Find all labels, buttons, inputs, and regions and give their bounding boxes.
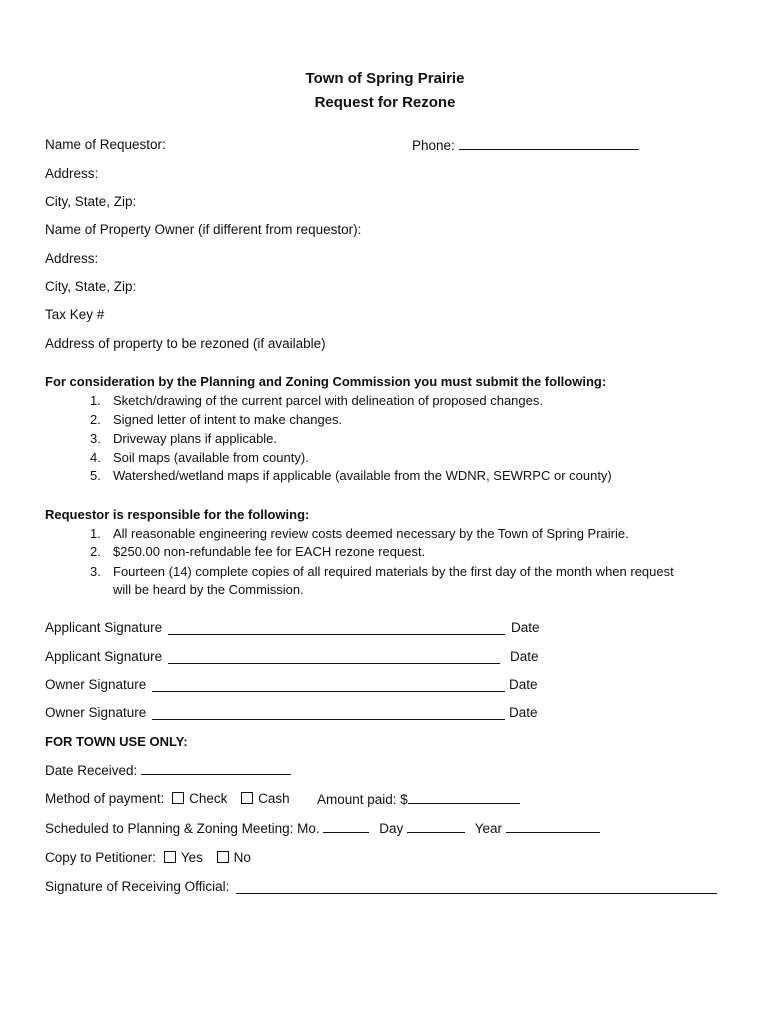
applicant-signature-line-1[interactable] xyxy=(168,634,505,635)
applicant-date-label-2: Date xyxy=(510,649,539,664)
requestor-city-state-zip-label: City, State, Zip: xyxy=(45,194,137,209)
amount-paid-label: Amount paid: $ xyxy=(317,792,408,807)
requestor-address-label: Address: xyxy=(45,166,99,181)
list-item: 1. All reasonable engineering review costs deemed necessary by the Town of Spring Prairie. xyxy=(90,526,629,541)
check-label: Check xyxy=(189,791,228,806)
form-subtitle: Request for Rezone xyxy=(314,94,456,111)
phone-field xyxy=(412,137,639,153)
meeting-month-line[interactable] xyxy=(323,820,369,833)
phone-input-line[interactable] xyxy=(459,137,639,150)
applicant-signature-line-2[interactable] xyxy=(168,663,500,664)
owner-signature-label-2: Owner Signature xyxy=(45,705,147,720)
date-received-field xyxy=(45,762,291,778)
requestor-name-label: Name of Requestor: xyxy=(45,137,166,152)
meeting-month-label: Scheduled to Planning & Zoning Meeting: Mo. xyxy=(45,821,320,836)
signature-official-label: Signature of Receiving Official: xyxy=(45,879,230,894)
date-received-label: Date Received: xyxy=(45,763,138,778)
meeting-year-line[interactable] xyxy=(506,820,600,833)
owner-city-state-zip-label: City, State, Zip: xyxy=(45,279,137,294)
list-item: 3. Fourteen (14) complete copies of all required materials by the first day of the month when request xyxy=(90,564,674,579)
signature-official-line[interactable] xyxy=(236,893,717,894)
meeting-day-label: Day xyxy=(379,821,404,836)
meeting-day-line[interactable] xyxy=(407,820,465,833)
submit-heading: For consideration by the Planning and Zoning Commission you must submit the following: xyxy=(45,374,607,389)
cash-checkbox[interactable] xyxy=(241,792,253,804)
list-item: 3. Driveway plans if applicable. xyxy=(90,431,278,446)
owner-date-label-2: Date xyxy=(509,705,538,720)
list-item: 2. Signed letter of intent to make changes. xyxy=(90,412,343,427)
owner-date-label-1: Date xyxy=(509,677,538,692)
list-item: 5. Watershed/wetland maps if applicable (available from the WDNR, SEWRPC or county) xyxy=(90,468,612,483)
owner-signature-line-2[interactable] xyxy=(152,719,505,720)
list-item: 2. $250.00 non-refundable fee for EACH rezone request. xyxy=(90,544,426,559)
no-label: No xyxy=(233,850,251,865)
copy-to-petitioner-label: Copy to Petitioner: xyxy=(45,850,157,865)
list-item-continuation: will be heard by the Commission. xyxy=(113,582,304,597)
property-address-label: Address of property to be rezoned (if available) xyxy=(45,336,326,351)
list-item: 1. Sketch/drawing of the current parcel with delineation of proposed changes. xyxy=(90,393,543,408)
amount-paid-field xyxy=(317,791,520,807)
yes-checkbox[interactable] xyxy=(164,851,176,863)
amount-paid-line[interactable] xyxy=(408,791,520,804)
no-checkbox[interactable] xyxy=(217,851,229,863)
payment-method-label: Method of payment: xyxy=(45,791,165,806)
yes-label: Yes xyxy=(180,850,203,865)
date-received-line[interactable] xyxy=(141,762,291,775)
owner-signature-line-1[interactable] xyxy=(152,691,505,692)
applicant-date-label-1: Date xyxy=(511,620,540,635)
payment-method-row xyxy=(45,791,290,806)
responsible-heading: Requestor is responsible for the following: xyxy=(45,507,310,522)
meeting-schedule-row xyxy=(45,820,600,836)
applicant-signature-label-2: Applicant Signature xyxy=(45,649,163,664)
town-use-heading: FOR TOWN USE ONLY: xyxy=(45,734,188,749)
list-item: 4. Soil maps (available from county). xyxy=(90,450,309,465)
check-checkbox[interactable] xyxy=(172,792,184,804)
form-title: Town of Spring Prairie xyxy=(305,70,465,87)
phone-label: Phone: xyxy=(412,138,455,153)
owner-signature-label-1: Owner Signature xyxy=(45,677,147,692)
cash-label: Cash xyxy=(258,791,290,806)
meeting-year-label: Year xyxy=(474,821,503,836)
owner-name-label: Name of Property Owner (if different from requestor): xyxy=(45,222,362,237)
tax-key-label: Tax Key # xyxy=(45,307,105,322)
copy-to-petitioner-row xyxy=(45,850,251,865)
owner-address-label: Address: xyxy=(45,251,99,266)
applicant-signature-label-1: Applicant Signature xyxy=(45,620,163,635)
